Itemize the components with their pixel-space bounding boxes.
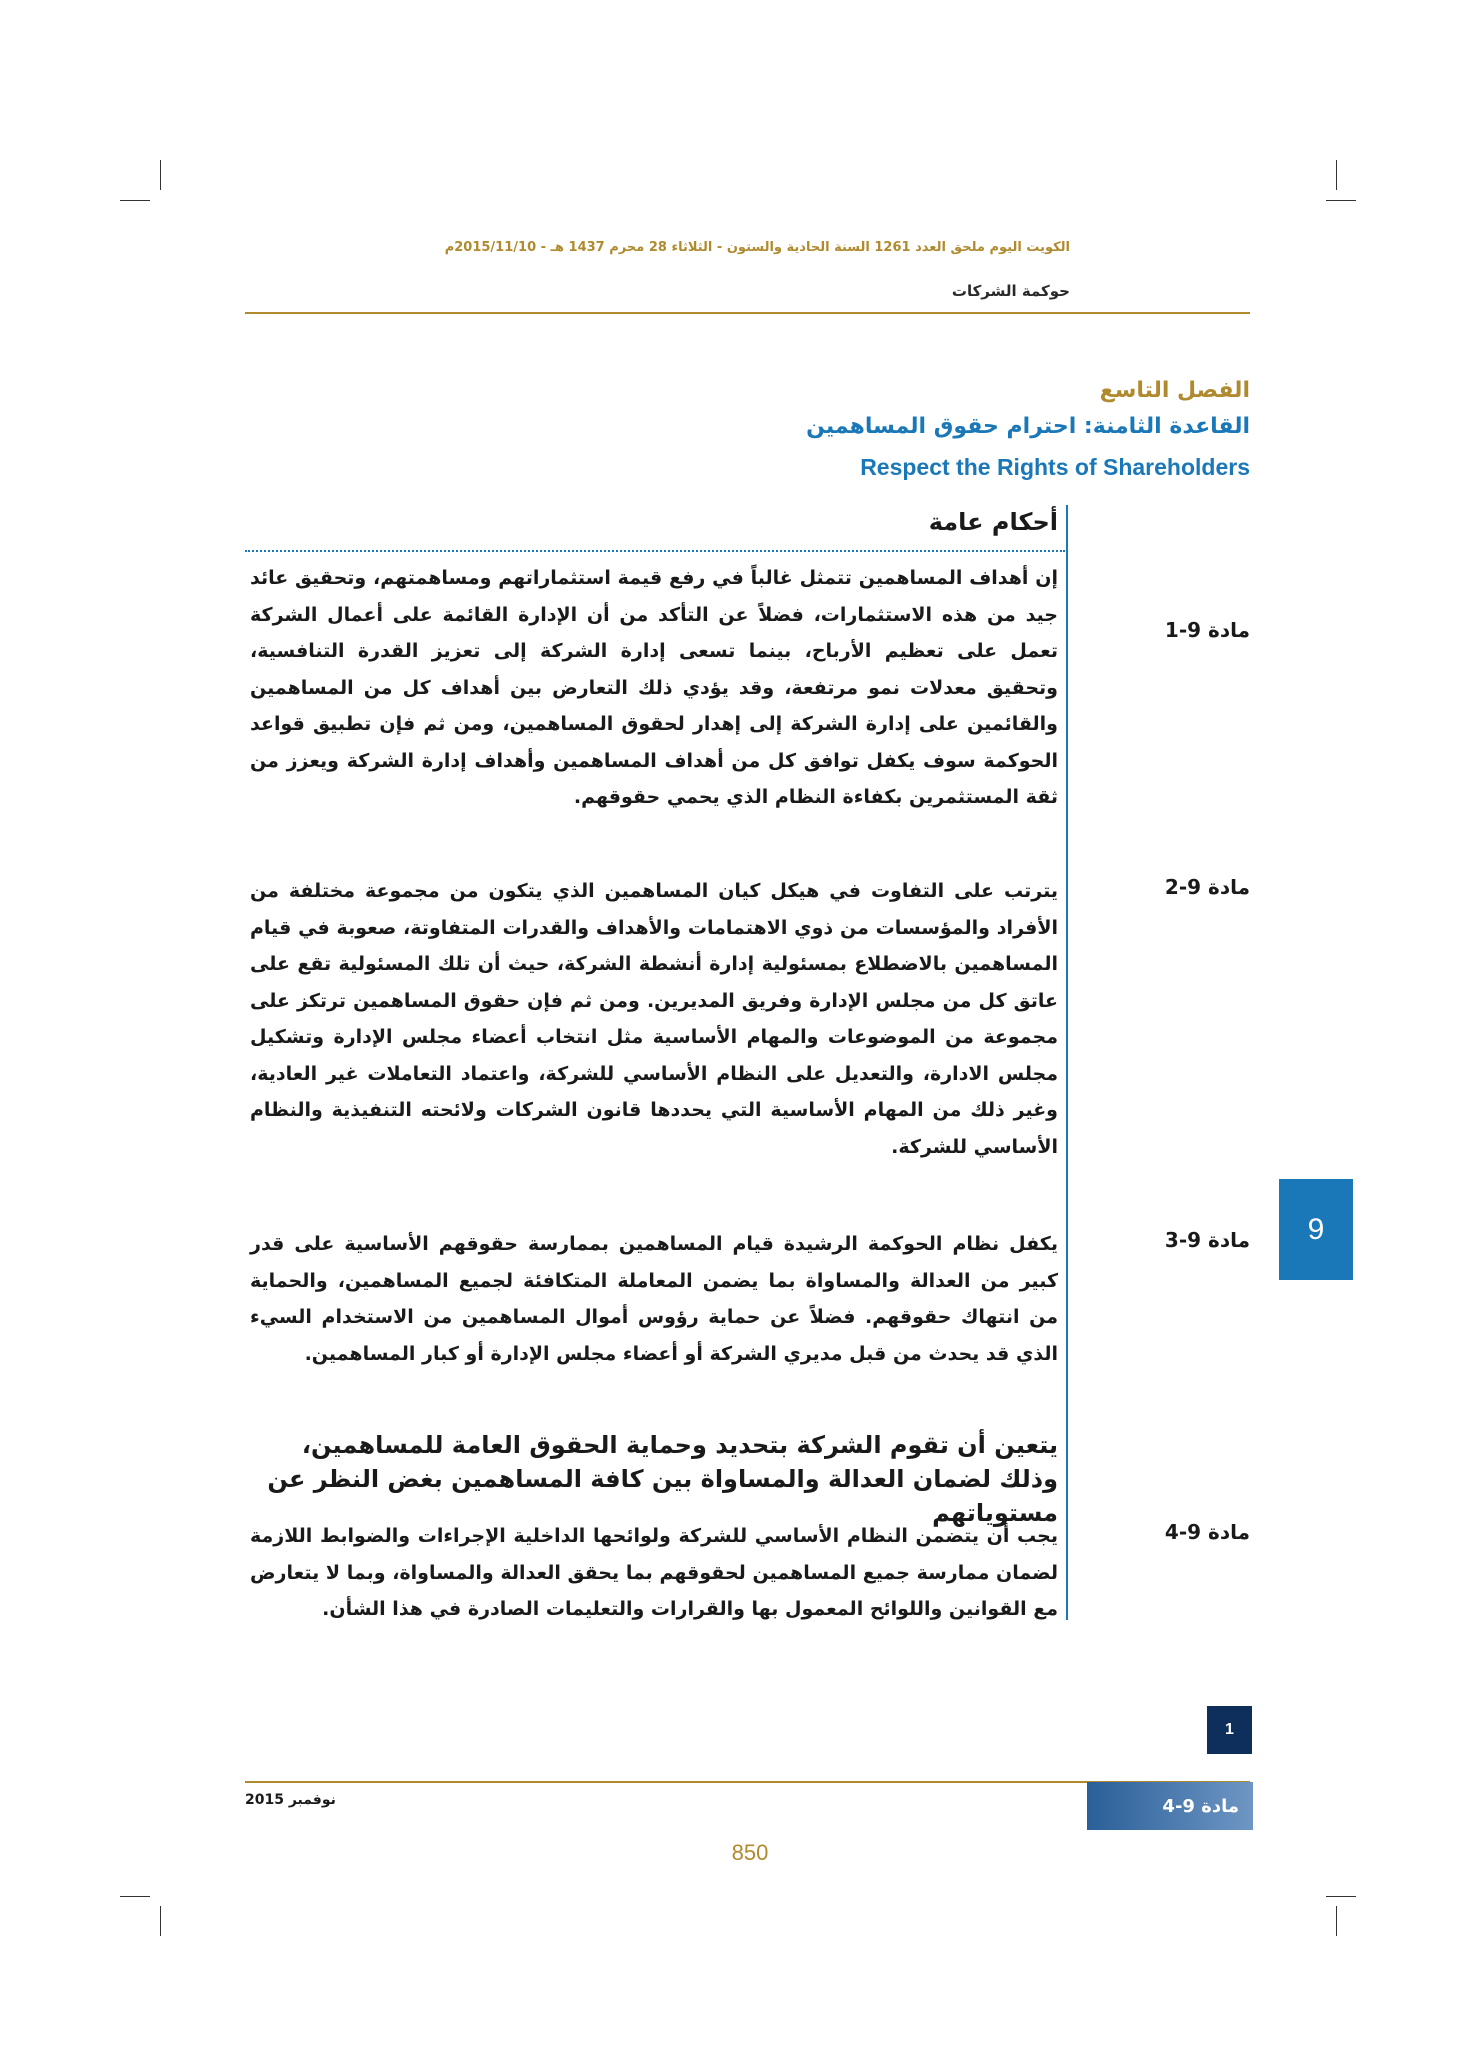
crop-mark [1336,160,1337,190]
rule-title-ar: القاعدة الثامنة: احترام حقوق المساهمين [806,414,1250,439]
crop-mark [160,160,161,190]
article-label: مادة 9-4 [1164,1520,1250,1544]
dotted-separator [245,550,1065,552]
article-text: إن أهداف المساهمين تتمثل غالباً في رفع قيمة استثماراتهم ومساهمتهم، وتحقيق عائد جيد من هذه الاستثمارات، فضلاً عن التأكد من أن الإدارة القائمة على أعمال الشركة تعمل على تعظيم الأرباح، بينما تسعى إدارة الشركة إلى تعزيز القدرة التنافسية، وتحقيق معدلات نمو مرتفعة، وقد يؤدي ذلك التعارض بين أهداف كل من المساهمين والقائمين على إدارة الشركة إلى إهدار لحقوق المساهمين، ومن ثم فإن تطبيق قواعد الحوكمة سوف يكفل توافق كل من أهداف المساهمين وأهداف إدارة الشركة ويعزز من ثقة المستثمرين بكفاءة النظام الذي يحمي حقوقهم. [250,567,1058,808]
article-text: يترتب على التفاوت في هيكل كيان المساهمين الذي يتكون من مجموعة مختلفة من الأفراد والمؤسسات من ذوي الاهتمامات والأهداف والقدرات المتفاوتة، صعوبة في قيام المساهمين بالاضطلاع بمسئولية إدارة أنشطة الشركة، حيث أن تلك المسئولية تقع على عاتق كل من مجلس الإدارة وفريق المديرين. ومن ثم فإن حقوق المساهمين ترتكز على مجموعة من الموضوعات والمهام الأساسية مثل انتخاب أعضاء مجلس الإدارة وتشكيل مجلس الادارة، والتعديل على النظام الأساسي للشركة، واعتماد التعاملات غير العادية، وغير ذلك من المهام الأساسية التي يحددها قانون الشركات ولائحته التنفيذية والنظام الأساسي للشركة. [250,880,1058,1158]
article-text: يكفل نظام الحوكمة الرشيدة قيام المساهمين بممارسة حقوقهم الأساسية على قدر كبير من العدالة والمساواة بما يضمن المعاملة المتكافئة لجميع المساهمين، والحماية من انتهاك حقوقهم. فضلاً عن حماية رؤوس أموال المساهمين من الاستخدام السيء الذي قد يحدث من قبل مديري الشركة أو أعضاء مجلس الإدارة أو كبار المساهمين. [250,1233,1058,1365]
rule-title-en: Respect the Rights of Shareholders [860,454,1250,480]
crop-mark [160,1906,161,1936]
article-label: مادة 9-1 [1164,618,1250,642]
footer-date: نوفمبر 2015 [245,1792,336,1808]
crop-mark [1336,1906,1337,1936]
column-divider [1066,505,1068,1620]
page-number: 850 [731,1840,769,1865]
section-title: حوكمة الشركات [951,282,1070,300]
footer-article-badge: مادة 9-4 [1087,1782,1253,1830]
section-heading: أحكام عامة [928,508,1058,536]
chapter-title: الفصل التاسع [1099,378,1250,403]
header-rule [245,312,1250,314]
gazette-header: الكويت اليوم ملحق العدد 1261 السنة الحادية والستون - الثلاثاء 28 محرم 1437 هـ - 2015/11/10م [444,240,1070,255]
chapter-tab: 9 [1279,1179,1353,1280]
crop-mark [1326,1896,1356,1897]
rule-heading: يتعين أن تقوم الشركة بتحديد وحماية الحقوق العامة للمساهمين، وذلك لضمان العدالة والمساواة بين كافة المساهمين بغض النظر عن مستوياتهم [267,1431,1058,1527]
crop-mark [1326,200,1356,201]
crop-mark [120,1896,150,1897]
crop-mark [120,200,150,201]
article-label: مادة 9-2 [1164,875,1250,899]
page-box: 1 [1207,1706,1252,1754]
article-label: مادة 9-3 [1164,1228,1250,1252]
article-text: يجب أن يتضمن النظام الأساسي للشركة ولوائحها الداخلية الإجراءات والضوابط اللازمة لضمان ممارسة جميع المساهمين لحقوقهم بما يحقق العدالة والمساواة، وبما لا يتعارض مع القوانين واللوائح المعمول بها والقرارات والتعليمات الصادرة في هذا الشأن. [250,1525,1058,1620]
